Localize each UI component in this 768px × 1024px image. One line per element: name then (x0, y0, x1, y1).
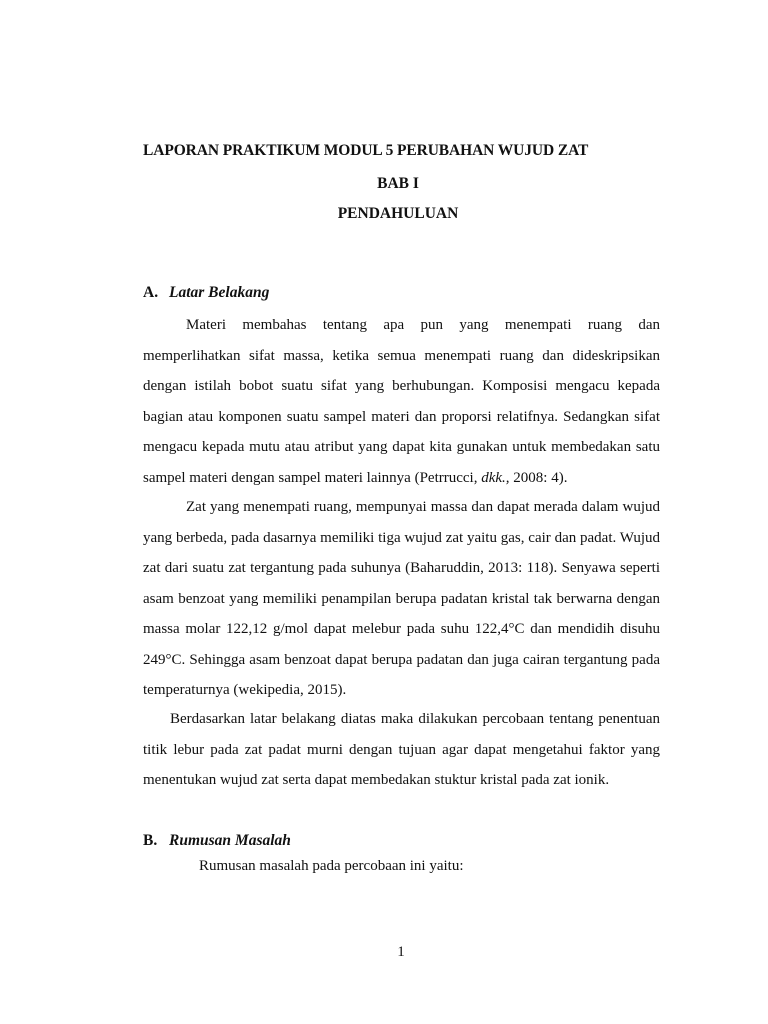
page-number: 1 (397, 944, 405, 960)
chapter-title: PENDAHULUAN (337, 205, 459, 222)
section-b-letter: B. (143, 832, 158, 849)
section-b-title: Rumusan Masalah (169, 832, 291, 849)
paragraph-1-text-end: 2008: 4). (509, 469, 568, 486)
section-a-title: Latar Belakang (169, 284, 270, 301)
chapter-number: BAB I (377, 175, 419, 192)
paragraph-1-text: Materi membahas tentang apa pun yang menempati ruang dan memperlihatkan sifat massa, ketika semua menempati ruang dan dideskripsikan dengan istilah bobot suatu sifat yang berhubungan. Komposisi mengacu kepada bagian atau komponen suatu sampel materi dan proporsi relatifnya. Sedangkan sifat mengacu kepada mutu atau atribut yang dapat kita gunakan untuk membedakan satu sampel materi dengan sampel materi lainnya (Petrrucci, (143, 317, 660, 486)
paragraph-2-text: Zat yang menempati ruang, mempunyai massa dan dapat merada dalam wujud yang berbeda, pada dasarnya memiliki tiga wujud zat yaitu gas, cair dan padat. Wujud zat dari suatu zat tergantung pada suhunya (Baharuddin, 2013: 118). Senyawa seperti asam benzoat yang memiliki penampilan berupa padatan kristal tak berwarna dengan massa molar 122,12 g/mol dapat melebur pada suhu 122,4°C dan mendidih disuhu 249°C. Sehingga asam benzoat dapat berupa padatan dan juga cairan tergantung pada temperaturnya (wekipedia, 2015). (143, 499, 660, 698)
section-a-heading (143, 284, 269, 302)
paragraph-latar-belakang-1 (143, 310, 660, 493)
section-b-heading (143, 832, 291, 850)
report-title: LAPORAN PRAKTIKUM MODUL 5 PERUBAHAN WUJUD ZAT (143, 142, 589, 159)
section-a-letter: A. (143, 284, 159, 301)
paragraph-rumusan-masalah: Rumusan masalah pada percobaan ini yaitu: (199, 858, 464, 874)
paragraph-latar-belakang-3 (143, 704, 660, 796)
paragraph-1-citation-italic: dkk., (481, 469, 510, 486)
paragraph-latar-belakang-2 (143, 492, 660, 706)
paragraph-3-text: Berdasarkan latar belakang diatas maka dilakukan percobaan tentang penentuan titik lebur pada zat padat murni dengan tujuan agar dapat mengetahui faktor yang menentukan wujud zat serta dapat membedakan stuktur kristal pada zat ionik. (143, 711, 660, 788)
